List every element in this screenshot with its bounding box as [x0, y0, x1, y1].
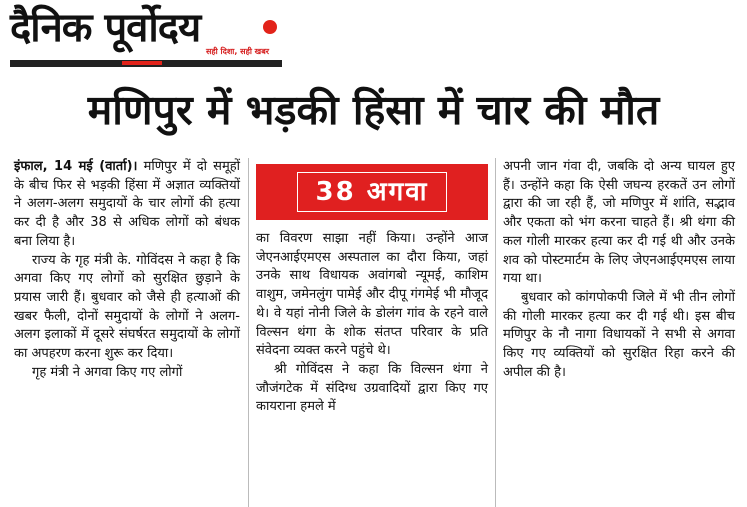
paragraph: अपनी जान गंवा दी, जबकि दो अन्य घायल हुए हैं। उन्होंने कहा कि ऐसी जघन्य हरकतें उन लोगों द्वारा की जा रही हैं, जो मणिपुर में शांति, सद्भाव और एकता को भंग करना चाहते हैं। श्री थंगा की कल गोली मारकर हत्या कर दी गई थी और उनके शव को पोस्टमार्टम के लिए जेएनआईएमएस लाया गया था।: [503, 159, 735, 287]
paragraph: गृह मंत्री ने अगवा किए गए लोगों: [32, 364, 183, 380]
paragraph: राज्य के गृह मंत्री के. गोविंदस ने कहा है कि अगवा किए गए लोगों को सुरक्षित छुड़ाने के प्रयास जारी हैं। बुधवार को जैसे ही हत्याओं की खबर फैली, दोनों समुदायों के लोगों ने अलग-अलग इलाकों में दूसरे संघर्षरत समुदायों के लोगों का अपहरण करना शुरू कर दिया।: [14, 252, 240, 362]
paragraph: [14, 158, 240, 252]
dateline: इंफाल, 14 मई (वार्ता)।: [14, 159, 138, 174]
paragraph: का विवरण साझा नहीं किया। उन्होंने आज जेएनआईएमएस अस्पताल का दौरा किया, जहां उनके साथ विधायक अवांगबो न्यूमई, काशिम वाशुम, जमेनलुंग पामेई और दीपू गंगमेई भी मौजूद थे। वे यहां नोनी जिले के डोलंग गांव के रहने वाले विल्सन थंगा के शोक संतप्त परिवार के प्रति संवेदना व्यक्त करने पहुंचे थे।: [256, 231, 488, 359]
badge-text: 38 अगवा: [297, 172, 448, 212]
article-column-1: [14, 158, 240, 382]
masthead: [10, 2, 282, 72]
article-column-2: [256, 230, 488, 417]
newspaper-tagline: सही दिशा, सही खबर: [206, 47, 270, 56]
paragraph: श्री गोविंदस ने कहा कि विल्सन थंगा ने जौजंगटेक में संदिग्ध उग्रवादियों द्वारा किए गए कायराना हमले में: [256, 361, 488, 415]
column-divider: [495, 158, 496, 507]
paragraph: बुधवार को कांगपोकपी जिले में भी तीन लोगों की गोली मारकर हत्या कर दी गई थी। इस बीच मणिपुर के नौ नागा विधायकों ने सभी से अगवा किए गए व्यक्तियों को सुरक्षित रिहा करने की अपील की है।: [503, 289, 735, 380]
paragraph-text: मणिपुर में दो समूहों के बीच फिर से भड़की हिंसा में अज्ञात व्यक्तियों ने अलग-अलग समुदायों के चार लोगों की हत्या कर दी है और 38 से अधिक लोगों को बंधक बना लिया है।: [14, 159, 240, 249]
subheadline-badge: [256, 164, 488, 220]
article-headline: मणिपुर में भड़की हिंसा में चार की मौत: [87, 86, 660, 134]
masthead-underline-accent: [122, 61, 162, 65]
column-divider: [248, 158, 249, 507]
newspaper-logo-title: दैनिक पूर्वोदय: [10, 5, 201, 51]
article-column-3: [503, 158, 735, 382]
logo-red-dot: [263, 20, 277, 34]
